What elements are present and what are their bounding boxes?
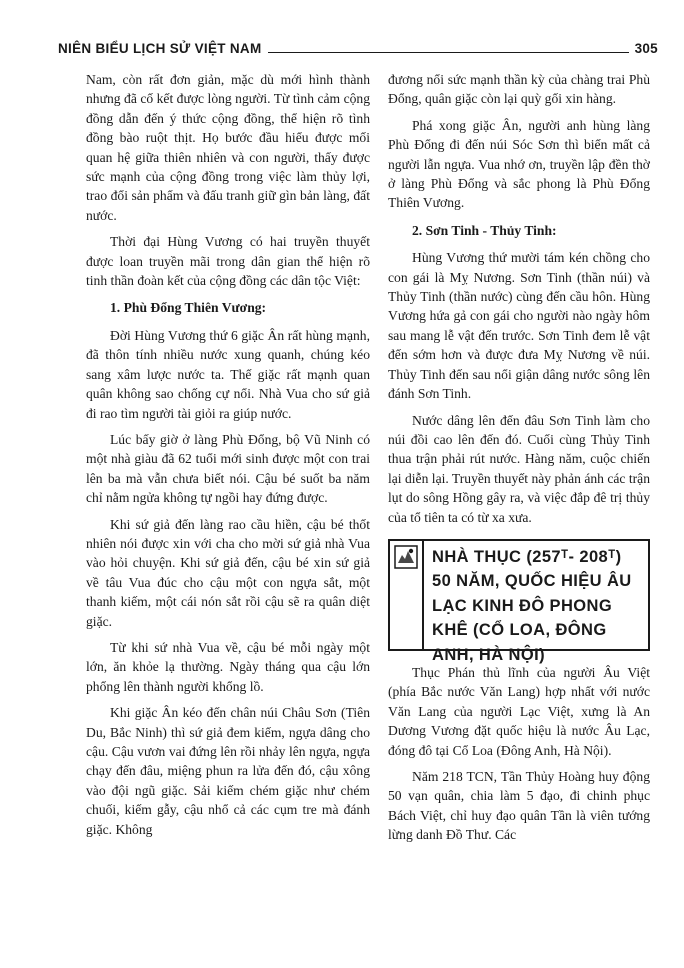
- paragraph: Lúc bấy giờ ở làng Phù Đổng, bộ Vũ Ninh có một nhà giàu đã 62 tuổi mới sinh được một con trai lên ba mà vẫn chưa biết nói. Cậu bé suốt ba năm chỉ nằm ngửa không tự ngồi hay đứng được.: [86, 431, 370, 506]
- paragraph: Khi sứ giả đến làng rao cầu hiền, cậu bé thốt nhiên nói được xin với cha cho mời sứ giả nhà Vua vào hỏi chuyện. Khi sứ giả đến, cậu bé xin sứ giả về tâu Vua đúc cho cậu một con ngựa sắt, một thanh kiếm, một cái nón sắt rồi cậu sẽ ra quân diệt giặc.: [86, 516, 370, 629]
- paragraph: Năm 218 TCN, Tần Thủy Hoàng huy động 50 vạn quân, chia làm 5 đạo, đi chinh phục Bách Việt, chỉ huy đạo quân Tần là viên tướng lừng danh Đồ Thư. Các: [388, 768, 650, 843]
- ornament-emblem-icon: [390, 541, 424, 649]
- paragraph: Nước dâng lên đến đâu Sơn Tinh làm cho núi đồi cao lên đến đó. Cuối cùng Thủy Tinh thua trận phải rút nước. Hàng năm, cuộc chiến lại diễn lại. Truyền thuyết này phản ánh các trận lụt do sông Hồng gây ra, và việc đắp đê trị thủy của tổ tiên ta có từ xa xưa.: [388, 412, 650, 525]
- paragraph: Đời Hùng Vương thứ 6 giặc Ân rất hùng mạnh, đã thôn tính nhiều nước xung quanh, chúng kéo sang xâm lược nước ta. Thế giặc rất mạnh quan quân không sao chống cự nổi. Nhà Vua cho sứ giả đi rao tìm người tài giỏi ra giúp nước.: [86, 327, 370, 421]
- paragraph: Phá xong giặc Ân, người anh hùng làng Phù Đổng đi đến núi Sóc Sơn thì biến mất cả người lẫn ngựa. Vua nhớ ơn, truyền lập đền thờ ở làng Phù Đổng và sắc phong là Phù Đổng Thiên Vương.: [388, 117, 650, 211]
- paragraph: Thời đại Hùng Vương có hai truyền thuyết được loan truyền mãi trong dân gian thể hiện rõ tinh thần đoàn kết của cộng đồng các dân tộc Việt:: [86, 234, 370, 289]
- running-header: [58, 36, 658, 56]
- header-rule: [268, 52, 629, 53]
- left-column: [86, 70, 370, 846]
- paragraph: Khi giặc Ân kéo đến chân núi Châu Sơn (Tiên Du, Bắc Ninh) thì sứ giả đem kiếm, ngựa dâng cho cậu. Cậu vươn vai đứng lên rồi nhảy lên ngựa, ngựa chạy đến đâu, miệng phun ra lửa đến đó, cậu xông vào đội ngũ giặc. Sải kiếm chém giặc như chém chuối, kiếm gẫy, cậu nhổ cả các cụm tre mà đánh giặc. Không: [86, 705, 370, 837]
- paragraph: Nam, còn rất đơn giản, mặc dù mới hình thành nhưng đã cố kết được lòng người. Từ tình cảm cộng đồng dẫn đến ý thức cộng đồng, thể hiện rõ tình đồng bào ruột thịt. Họ bước đầu hiểu được mối quan hệ giữa thiên nhiên và con người, thấy được sức mạnh của cộng đồng trong việc làm thủy lợi, trao đổi sản phẩm và đấu tranh giữ gìn bản làng, đất nước.: [86, 72, 370, 223]
- section-heading: 1. Phù Đổng Thiên Vương:: [110, 300, 267, 316]
- page-number: 305: [634, 41, 658, 56]
- paragraph: Hùng Vương thứ mười tám kén chồng cho con gái là Mỵ Nương. Sơn Tinh (thần núi) và Thủy Tinh (thần nước) cùng đến cầu hôn. Hùng Vương hứa gả con gái cho người nào ngày hôm sau mang lễ vật đến trước. Sơn Tinh đem lễ vật đến sớm hơn và được đưa Mỵ Nương về núi. Thủy Tinh đến sau nổi giận dâng nước sông lên đánh Sơn Tinh.: [388, 250, 650, 402]
- section-heading: 2. Sơn Tinh - Thủy Tinh:: [412, 222, 557, 238]
- ornament-emblem-icon-svg: [394, 545, 418, 569]
- chapter-title-box: [388, 539, 650, 664]
- paragraph: Thục Phán thủ lĩnh của người Âu Việt (phía Bắc nước Văn Lang) hợp nhất với nước Văn Lang của người Lạc Việt, xưng là An Dương Vương đặt quốc hiệu là nước Âu Lạc, đóng đô tại Cổ Loa (Đông Anh, Hà Nội).: [388, 664, 650, 758]
- book-title: NIÊN BIỂU LỊCH SỬ VIỆT NAM: [58, 41, 262, 56]
- paragraph: đương nổi sức mạnh thần kỳ của chàng trai Phù Đổng, quân giặc còn lại quỳ gối xin hàng.: [388, 72, 650, 107]
- right-column: [388, 70, 650, 852]
- chapter-title: NHÀ THỤC (257ᵀ- 208ᵀ) 50 NĂM, QUỐC HIỆU ÂU LẠC KINH ĐÔ PHONG KHÊ (CỔ LOA, ĐÔNG ANH, HÀ NỘI): [432, 547, 632, 664]
- paragraph: Từ khi sứ nhà Vua về, cậu bé mỗi ngày một lớn, ăn khỏe lạ thường. Ngày tháng qua cậu lớn phổng lên thành người khổng lồ.: [86, 639, 370, 694]
